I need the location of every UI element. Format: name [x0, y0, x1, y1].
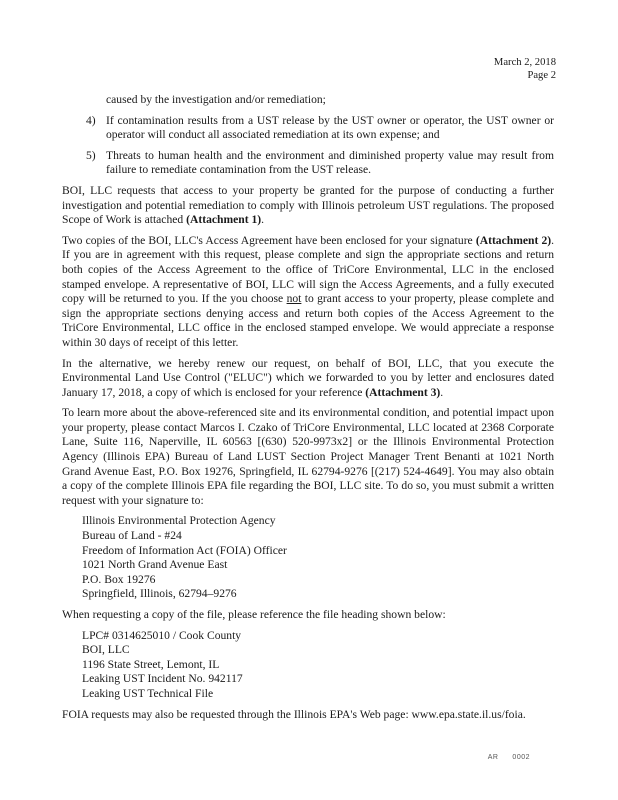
letter-body — [62, 93, 554, 728]
list-number: 5) — [86, 148, 96, 162]
attachment-3-ref: (Attachment 3) — [365, 385, 441, 399]
file-heading-line: 1196 State Street, Lemont, IL — [82, 657, 220, 671]
file-heading-line: BOI, LLC — [82, 643, 130, 657]
header-page-number: Page 2 — [527, 70, 556, 81]
address-line: Illinois Environmental Protection Agency — [82, 514, 276, 528]
address-line: Freedom of Information Act (FOIA) Officer — [82, 543, 287, 557]
bates-stamp: AR 0002 — [487, 754, 530, 762]
attachment-2-ref: (Attachment 2) — [475, 233, 552, 247]
attachment-1-ref: (Attachment 1) — [186, 213, 262, 227]
list-text: If contamination results from a UST release by the UST owner or operator, the UST owner or operator will conduct all associated remediation at its own expense; and — [106, 113, 554, 142]
foia-web-paragraph: FOIA requests may also be requested through the Illinois EPA's Web page: www.epa.state.il.us/foia. — [62, 707, 526, 721]
address-line: 1021 North Grand Avenue East — [82, 558, 228, 572]
address-line: P.O. Box 19276 — [82, 572, 156, 586]
underlined-not: not — [286, 292, 302, 306]
continuation-line: caused by the investigation and/or remediation; — [106, 93, 326, 106]
address-line: Springfield, Illinois, 62794–9276 — [82, 587, 237, 601]
eluc-paragraph: In the alternative, we hereby renew our request, on behalf of BOI, LLC, that you execute the Environmental Land Use Control ("ELUC") which we forwarded to you by letter and enclosures dated January 17, 2018, a copy of which is enclosed for your reference (Attachment 3). — [62, 356, 554, 399]
list-item — [62, 149, 554, 178]
list-text: Threats to human health and the environment and diminished property value may result from failure to remediate contamination from the UST release. — [106, 148, 554, 177]
address-line: Bureau of Land - #24 — [82, 529, 182, 543]
header-date: March 2, 2018 — [493, 57, 556, 68]
list-item — [62, 114, 554, 143]
list-number: 4) — [86, 113, 96, 127]
agency-address-block — [62, 514, 554, 602]
file-heading-block — [62, 629, 554, 702]
file-reference-paragraph: When requesting a copy of the file, please reference the file heading shown below: — [62, 608, 446, 621]
file-heading-line: Leaking UST Technical File — [82, 686, 214, 700]
access-request-paragraph: BOI, LLC requests that access to your property be granted for the purpose of conducting a further investigation and potential remediation to comply with Illinois petroleum UST regulations. The proposed Scope of Work is attached (Attachment 1). — [62, 183, 554, 227]
page-header — [494, 56, 556, 82]
contact-paragraph: To learn more about the above-referenced site and its environmental condition, and potential impact upon your property, please contact Marcos I. Czako of TriCore Environmental, LLC located at 2368 Corporate Lane, Suite 116, Naperville, IL 60563 [(630) 520-9973x2] or the Illinois Environmental Protection Agency (Illinois EPA) Bureau of Land LUST Section Project Manager Trent Benanti at 1021 North Grand Avenue East, P.O. Box 19276, Springfield, IL 62794-9276 [(217) 524-4649]. You may also obtain a copy of the complete Illinois EPA file regarding the BOI, LLC site. To do so, you must submit a written request with your signature to: — [62, 406, 554, 507]
file-heading-line: LPC# 0314625010 / Cook County — [82, 628, 242, 642]
file-heading-line: Leaking UST Incident No. 942117 — [82, 672, 243, 686]
access-agreement-paragraph: Two copies of the BOI, LLC's Access Agreement have been enclosed for your signature (Attachment 2). If you are in agreement with this request, please complete and sign the appropriate sections and return both copies of the Access Agreement to the office of TriCore Environmental, LLC in the enclosed stamped envelope. A representative of BOI, LLC will sign the Access Agreements, and a fully executed copy will be returned to you. If the you choose not to grant access to your property, please complete and sign the appropriate sections denying access and return both copies of the Access Agreement to the TriCore Environmental, LLC office in the enclosed stamped envelope. We would appreciate a response within 30 days of receipt of this letter. — [62, 233, 555, 349]
